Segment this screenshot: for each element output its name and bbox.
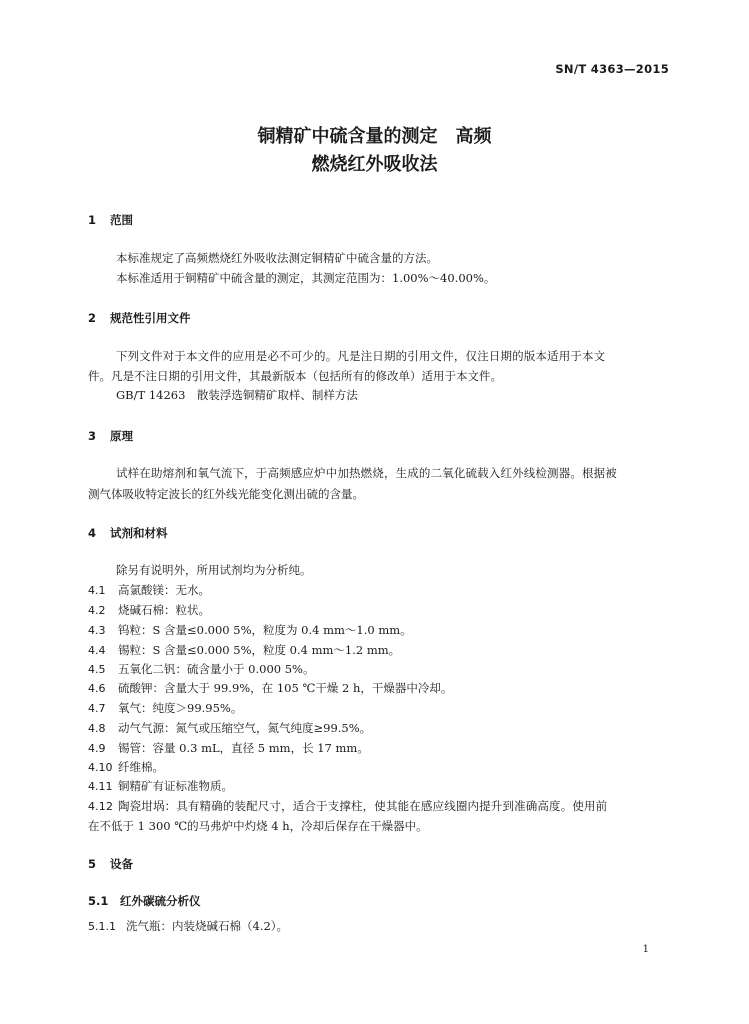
list-item: 5.1.1 洗气瓶：内装烧碱石棉（4.2）。 bbox=[88, 919, 289, 933]
list-item: 4.11 铜精矿有证标准物质。 bbox=[88, 779, 233, 793]
paragraph: 本标准规定了高频燃烧红外吸收法测定铜精矿中硫含量的方法。 bbox=[116, 251, 438, 265]
section-number: 4 bbox=[88, 526, 97, 540]
subsection-title: 红外碳硫分析仪 bbox=[120, 894, 201, 908]
subsection-heading bbox=[88, 893, 201, 909]
section-title: 范围 bbox=[110, 213, 133, 227]
paragraph: 除另有说明外，所用试剂均为分析纯。 bbox=[116, 563, 312, 577]
list-item: 4.12 陶瓷坩埚：具有精确的装配尺寸，适合于支撑柱，使其能在感应线圈内提升到准确高度。使用前 bbox=[88, 799, 608, 813]
reference-entry: GB/T 14263 散装浮选铜精矿取样、制样方法 bbox=[116, 388, 358, 402]
list-item: 4.5 五氧化二钒：硫含量小于 0.000 5%。 bbox=[88, 662, 315, 676]
list-item: 4.2 烧碱石棉：粒状。 bbox=[88, 603, 210, 617]
list-item: 4.10 纤维棉。 bbox=[88, 760, 164, 774]
document-title-line1: 铜精矿中硫含量的测定 高频 bbox=[257, 126, 492, 147]
paragraph: 试样在助熔剂和氧气流下，于高频感应炉中加热燃烧，生成的二氧化硫载入红外线检测器。根据被 bbox=[116, 466, 617, 480]
section-title: 原理 bbox=[110, 429, 133, 443]
paragraph: 在不低于 1 300 ℃的马弗炉中灼烧 4 h，冷却后保存在干燥器中。 bbox=[88, 819, 428, 833]
list-item: 4.4 锡粒：S 含量≤0.000 5%，粒度 0.4 mm～1.2 mm。 bbox=[88, 643, 401, 657]
list-item: 4.8 动气气源：氮气或压缩空气，氮气纯度≥99.5%。 bbox=[88, 721, 372, 735]
section-heading-scope bbox=[88, 212, 133, 228]
section-heading-reagents bbox=[88, 525, 168, 541]
section-heading-equipment bbox=[88, 856, 133, 872]
list-item: 4.3 钨粒：S 含量≤0.000 5%，粒度为 0.4 mm～1.0 mm。 bbox=[88, 623, 412, 637]
list-item: 4.1 高氯酸镁：无水。 bbox=[88, 583, 210, 597]
section-number: 5 bbox=[88, 857, 97, 871]
paragraph: 测气体吸收特定波长的红外线光能变化测出硫的含量。 bbox=[88, 487, 364, 501]
page-number: 1 bbox=[642, 944, 649, 955]
paragraph: 下列文件对于本文件的应用是必不可少的。凡是注日期的引用文件，仅注日期的版本适用于本文 bbox=[116, 349, 606, 363]
section-heading-normative-references bbox=[88, 310, 191, 326]
list-item: 4.9 锡管：容量 0.3 mL，直径 5 mm，长 17 mm。 bbox=[88, 741, 369, 755]
list-item: 4.7 氧气：纯度＞99.95%。 bbox=[88, 701, 243, 715]
paragraph: 件。凡是不注日期的引用文件，其最新版本（包括所有的修改单）适用于本文件。 bbox=[88, 369, 502, 383]
standard-number: SN/T 4363—2015 bbox=[555, 62, 669, 76]
section-number: 2 bbox=[88, 311, 97, 325]
section-title: 试剂和材料 bbox=[110, 526, 168, 540]
document-title-line2: 燃烧红外吸收法 bbox=[311, 154, 438, 175]
section-number: 1 bbox=[88, 213, 97, 227]
section-title: 设备 bbox=[110, 857, 133, 871]
section-number: 3 bbox=[88, 429, 97, 443]
section-title: 规范性引用文件 bbox=[110, 311, 191, 325]
section-heading-principle bbox=[88, 428, 133, 444]
paragraph: 本标准适用于铜精矿中硫含量的测定，其测定范围为：1.00%～40.00%。 bbox=[116, 271, 496, 285]
list-item: 4.6 硫酸钾：含量大于 99.9%，在 105 ℃干燥 2 h，干燥器中冷却。 bbox=[88, 681, 453, 695]
subsection-number: 5.1 bbox=[88, 894, 109, 908]
